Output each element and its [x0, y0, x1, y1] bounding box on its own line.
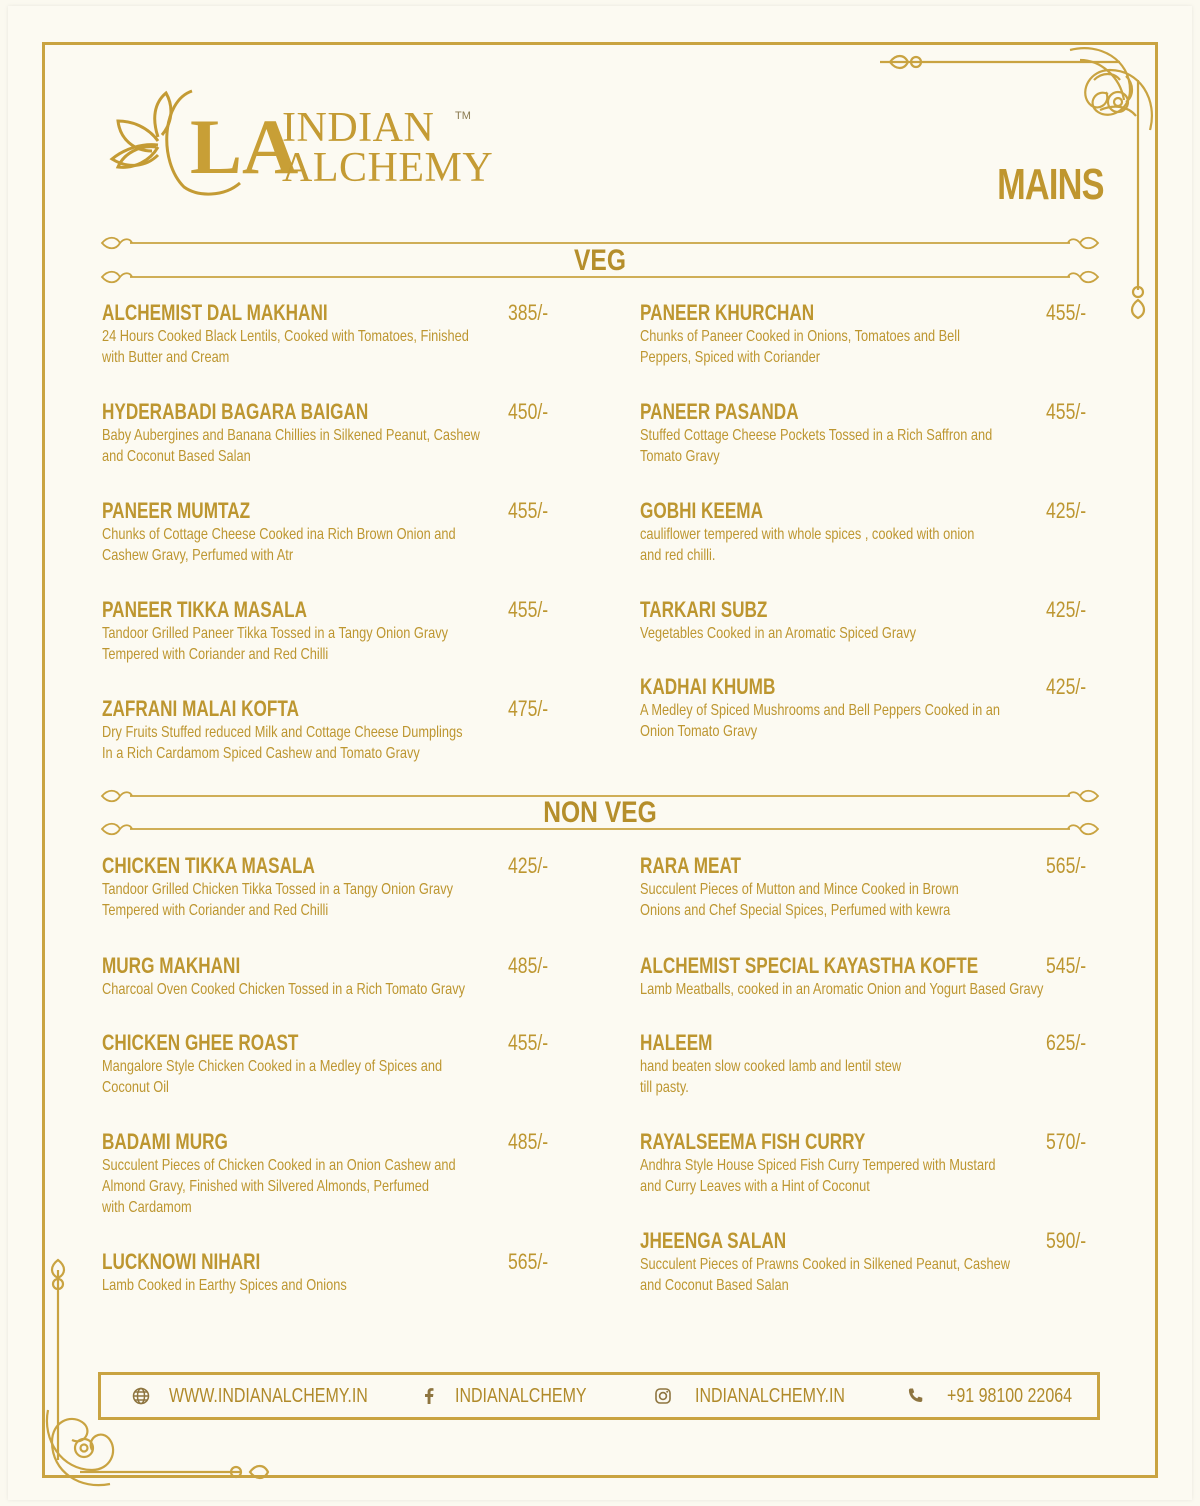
dish-description: hand beaten slow cooked lamb and lentil stew till pasty. — [640, 1058, 902, 1096]
dish-description: Succulent Pieces of Mutton and Mince Cooked in Brown Onions and Chef Special Spices, Perfumed with kewra — [640, 881, 959, 919]
dish-name: CHICKEN GHEE ROAST — [102, 1030, 299, 1055]
dish-description: Baby Aubergines and Banana Chillies in Silkened Peanut, Cashew and Coconut Based Salan — [102, 427, 480, 465]
dish-description: cauliflower tempered with whole spices , cooked with onion and red chilli. — [640, 526, 975, 564]
dish-price: 565/- — [1046, 853, 1087, 878]
dish-name: RAYALSEEMA FISH CURRY — [640, 1129, 866, 1154]
menu-item — [102, 597, 572, 665]
lotus-emblem-icon — [100, 85, 299, 195]
menu-item — [102, 696, 572, 764]
divider-bottom — [100, 269, 1100, 285]
dish-price: 425/- — [1046, 498, 1087, 523]
dish-description: Tandoor Grilled Paneer Tikka Tossed in a Tangy Onion Gravy Tempered with Coriander and Red Chilli — [102, 625, 449, 663]
website-link[interactable] — [131, 1375, 418, 1417]
brand-name-line2: ALCHEMY — [282, 145, 494, 191]
dish-description: Tandoor Grilled Chicken Tikka Tossed in a Tangy Onion Gravy Tempered with Coriander and Red Chilli — [102, 881, 453, 919]
dish-name: HYDERABADI BAGARA BAIGAN — [102, 399, 369, 424]
dish-description: Dry Fruits Stuffed reduced Milk and Cottage Cheese Dumplings In a Rich Cardamom Spiced Cashew and Tomato Gravy — [102, 724, 463, 762]
dish-description: Chunks of Cottage Cheese Cooked ina Rich Brown Onion and Cashew Gravy, Perfumed with Atr — [102, 526, 456, 564]
dish-price: 425/- — [508, 853, 549, 878]
dish-price: 485/- — [508, 953, 549, 978]
dish-name: BADAMI MURG — [102, 1129, 228, 1154]
dish-price: 455/- — [508, 597, 549, 622]
menu-item — [102, 300, 572, 368]
menu-item — [640, 300, 1110, 368]
menu-item — [102, 1030, 572, 1098]
dish-price: 425/- — [1046, 597, 1087, 622]
dish-price: 475/- — [508, 696, 549, 721]
brand-name-line1: INDIAN — [282, 105, 435, 151]
dish-name: ZAFRANI MALAI KOFTA — [102, 696, 299, 721]
instagram-icon — [653, 1386, 673, 1406]
dish-name: GOBHI KEEMA — [640, 498, 763, 523]
menu-item — [640, 399, 1110, 467]
dish-name: KADHAI KHUMB — [640, 674, 776, 699]
instagram-text: INDIANALCHEMY.IN — [695, 1384, 845, 1407]
menu-item — [102, 853, 572, 921]
dish-name: PANEER PASANDA — [640, 399, 799, 424]
website-text: WWW.INDIANALCHEMY.IN — [169, 1384, 368, 1407]
dish-name: LUCKNOWI NIHARI — [102, 1249, 261, 1274]
dish-name: ALCHEMIST SPECIAL KAYASTHA KOFTE — [640, 953, 979, 978]
dish-price: 425/- — [1046, 674, 1087, 699]
page-title: MAINS — [997, 160, 1104, 209]
dish-price: 385/- — [508, 300, 549, 325]
dish-description: Succulent Pieces of Prawns Cooked in Silkened Peanut, Cashew and Coconut Based Salan — [640, 1256, 1010, 1294]
dish-price: 545/- — [1046, 953, 1087, 978]
facebook-icon — [419, 1386, 439, 1406]
dish-description: Charcoal Oven Cooked Chicken Tossed in a Rich Tomato Gravy — [102, 981, 466, 998]
menu-item — [102, 399, 572, 467]
phone-text: +91 98100 22064 — [947, 1384, 1073, 1407]
facebook-text: INDIANALCHEMY — [455, 1384, 587, 1407]
menu-item — [102, 1249, 572, 1296]
dish-price: 455/- — [508, 1030, 549, 1055]
svg-text:LA: LA — [190, 103, 299, 190]
menu-item — [640, 953, 1110, 1000]
menu-item — [640, 674, 1110, 742]
dish-description: Chunks of Paneer Cooked in Onions, Tomatoes and Bell Peppers, Spiced with Coriander — [640, 328, 960, 366]
dish-description: Lamb Cooked in Earthy Spices and Onions — [102, 1277, 347, 1294]
dish-description: Andhra Style House Spiced Fish Curry Tempered with Mustard and Curry Leaves with a Hint of Coconut — [640, 1157, 996, 1195]
dish-description: Stuffed Cottage Cheese Pockets Tossed in a Rich Saffron and Tomato Gravy — [640, 427, 993, 465]
dish-name: TARKARI SUBZ — [640, 597, 768, 622]
divider-bottom — [100, 821, 1100, 837]
dish-description: 24 Hours Cooked Black Lentils, Cooked with Tomatoes, Finished with Butter and Cream — [102, 328, 469, 366]
dish-price: 565/- — [508, 1249, 549, 1274]
dish-name: ALCHEMIST DAL MAKHANI — [102, 300, 328, 325]
dish-name: CHICKEN TIKKA MASALA — [102, 853, 315, 878]
phone-link[interactable] — [905, 1375, 1103, 1417]
dish-price: 455/- — [1046, 300, 1087, 325]
dish-price: 450/- — [508, 399, 549, 424]
section-title-veg: VEG — [574, 244, 626, 277]
dish-name: JHEENGA SALAN — [640, 1228, 787, 1253]
menu-item — [640, 498, 1110, 566]
dish-name: MURG MAKHANI — [102, 953, 241, 978]
contact-footer — [98, 1372, 1100, 1420]
dish-price: 485/- — [508, 1129, 549, 1154]
dish-description: Succulent Pieces of Chicken Cooked in an Onion Cashew and Almond Gravy, Finished with Silvered Almonds, Perfumed with Cardamom — [102, 1157, 456, 1216]
menu-item — [102, 498, 572, 566]
menu-item — [640, 853, 1110, 921]
globe-icon — [131, 1386, 151, 1406]
dish-name: HALEEM — [640, 1030, 713, 1055]
dish-price: 590/- — [1046, 1228, 1087, 1253]
dish-description: Mangalore Style Chicken Cooked in a Medley of Spices and Coconut Oil — [102, 1058, 443, 1096]
menu-item — [640, 597, 1110, 644]
menu-item — [640, 1129, 1110, 1197]
menu-item — [102, 953, 572, 1000]
dish-price: 625/- — [1046, 1030, 1087, 1055]
menu-item — [102, 1129, 572, 1218]
brand-logo — [100, 85, 520, 195]
dish-name: PANEER TIKKA MASALA — [102, 597, 307, 622]
dish-price: 455/- — [1046, 399, 1087, 424]
menu-item — [640, 1228, 1110, 1296]
facebook-link[interactable] — [419, 1375, 619, 1417]
dish-description: A Medley of Spiced Mushrooms and Bell Peppers Cooked in an Onion Tomato Gravy — [640, 702, 1001, 740]
dish-price: 455/- — [508, 498, 549, 523]
dish-description: Vegetables Cooked in an Aromatic Spiced Gravy — [640, 625, 917, 642]
dish-price: 570/- — [1046, 1129, 1087, 1154]
dish-description: Lamb Meatballs, cooked in an Aromatic Onion and Yogurt Based Gravy — [640, 981, 1044, 998]
section-title-nonveg: NON VEG — [543, 796, 657, 829]
menu-item — [640, 1030, 1110, 1098]
dish-name: PANEER KHURCHAN — [640, 300, 815, 325]
instagram-link[interactable] — [653, 1375, 882, 1417]
phone-icon — [905, 1386, 925, 1406]
trademark-mark: TM — [455, 110, 471, 122]
dish-name: RARA MEAT — [640, 853, 742, 878]
dish-name: PANEER MUMTAZ — [102, 498, 251, 523]
